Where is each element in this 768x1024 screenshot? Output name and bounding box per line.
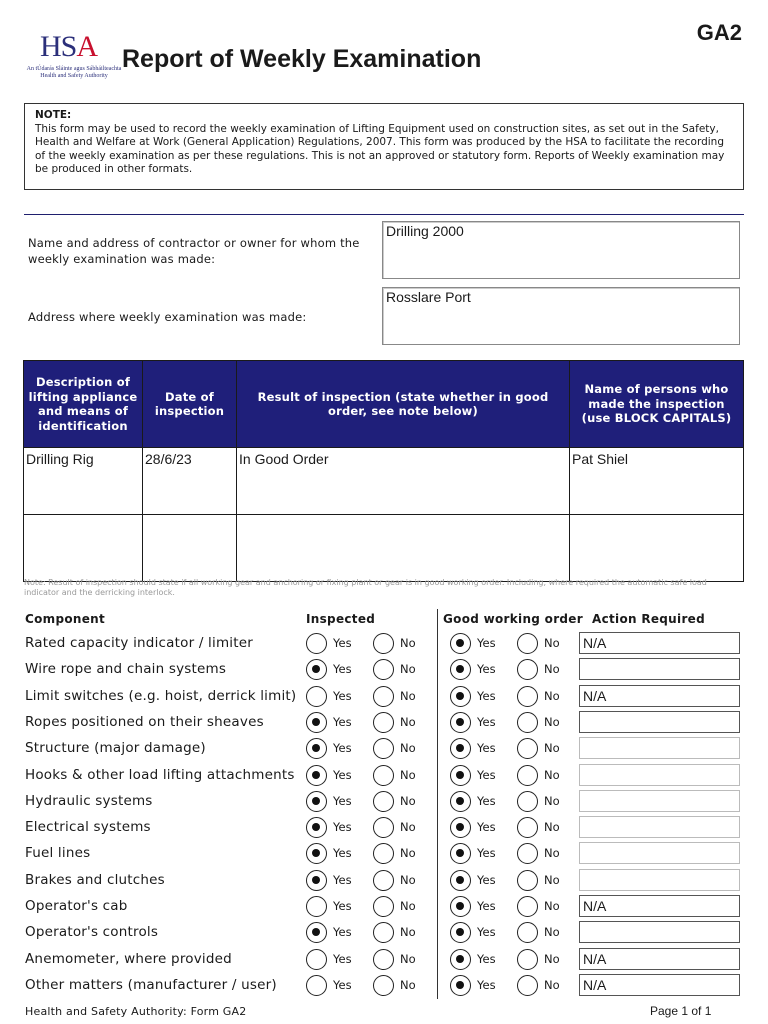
inspected-no-label: No bbox=[400, 636, 416, 650]
checklist-row bbox=[0, 841, 768, 867]
inspected-no-label: No bbox=[400, 714, 416, 729]
good-order-yes-radio[interactable] bbox=[450, 922, 471, 943]
inspected-yes-label: Yes bbox=[333, 636, 352, 650]
good-order-no-radio[interactable] bbox=[517, 922, 538, 943]
header-inspector: Name of persons who made the inspection (use BLOCK CAPITALS) bbox=[570, 361, 744, 448]
action-required-field[interactable] bbox=[579, 711, 740, 733]
good-order-yes-radio[interactable] bbox=[450, 843, 471, 864]
good-order-yes-label: Yes bbox=[477, 846, 496, 861]
good-order-yes-radio[interactable] bbox=[450, 949, 471, 970]
inspected-yes-label: Yes bbox=[333, 741, 352, 756]
action-required-field[interactable] bbox=[579, 869, 740, 891]
inspected-yes-radio[interactable] bbox=[306, 843, 327, 864]
checklist-row bbox=[0, 894, 768, 920]
inspected-no-radio[interactable] bbox=[373, 712, 394, 733]
component-name: Hooks & other load lifting attachments bbox=[25, 766, 295, 783]
inspected-yes-radio[interactable] bbox=[306, 896, 327, 917]
good-order-no-radio[interactable] bbox=[517, 870, 538, 891]
good-order-yes-label: Yes bbox=[477, 688, 496, 703]
action-required-field[interactable]: N/A bbox=[579, 948, 740, 970]
good-order-yes-label: Yes bbox=[477, 793, 496, 808]
inspected-yes-radio[interactable] bbox=[306, 633, 327, 654]
col-component: Component bbox=[25, 612, 106, 626]
good-order-no-label: No bbox=[544, 951, 560, 966]
page-number: Page 1 of 1 bbox=[650, 1004, 712, 1018]
inspected-yes-label: Yes bbox=[333, 977, 352, 992]
inspected-yes-radio[interactable] bbox=[306, 686, 327, 707]
good-order-no-label: No bbox=[544, 793, 560, 808]
inspected-yes-label: Yes bbox=[333, 951, 352, 966]
good-order-no-label: No bbox=[544, 662, 560, 677]
inspected-no-radio[interactable] bbox=[373, 791, 394, 812]
inspected-yes-radio[interactable] bbox=[306, 659, 327, 680]
good-order-yes-radio[interactable] bbox=[450, 870, 471, 891]
inspected-no-radio[interactable] bbox=[373, 765, 394, 786]
inspected-no-radio[interactable] bbox=[373, 922, 394, 943]
col-inspected: Inspected bbox=[306, 612, 376, 626]
note-box bbox=[24, 103, 744, 190]
good-order-yes-label: Yes bbox=[477, 872, 496, 887]
action-required-field[interactable]: N/A bbox=[579, 632, 740, 654]
inspected-no-label: No bbox=[400, 925, 416, 940]
component-name: Wire rope and chain systems bbox=[25, 661, 227, 678]
good-order-no-label: No bbox=[544, 899, 560, 913]
good-order-no-radio[interactable] bbox=[517, 817, 538, 838]
contractor-label: Name and address of contractor or owner for whom the weekly examination was made: bbox=[28, 236, 360, 266]
good-order-no-label: No bbox=[544, 846, 560, 861]
inspected-yes-radio[interactable] bbox=[306, 975, 327, 996]
good-order-no-radio[interactable] bbox=[517, 975, 538, 996]
cell-result[interactable]: In Good Order bbox=[237, 448, 570, 515]
good-order-no-radio[interactable] bbox=[517, 738, 538, 759]
good-order-no-label: No bbox=[544, 688, 560, 703]
inspected-no-label: No bbox=[400, 820, 416, 835]
cell-inspector[interactable] bbox=[570, 515, 744, 582]
inspected-no-label: No bbox=[400, 741, 416, 756]
good-order-yes-radio[interactable] bbox=[450, 686, 471, 707]
action-required-field[interactable]: N/A bbox=[579, 685, 740, 707]
good-order-yes-radio[interactable] bbox=[450, 712, 471, 733]
logo-subtitle: An tÚdarás Sláinte agus Sábháilteachta Health and Safety Authority bbox=[26, 66, 122, 79]
inspected-yes-radio[interactable] bbox=[306, 738, 327, 759]
checklist-row bbox=[0, 763, 768, 789]
checklist-row bbox=[0, 920, 768, 946]
component-name: Limit switches (e.g. hoist, derrick limit) bbox=[25, 687, 297, 704]
checklist-row bbox=[0, 684, 768, 710]
inspected-yes-radio[interactable] bbox=[306, 870, 327, 891]
good-order-yes-label: Yes bbox=[477, 951, 496, 966]
action-required-field[interactable] bbox=[579, 658, 740, 680]
component-name: Operator's cab bbox=[25, 898, 128, 914]
address-field[interactable]: Rosslare Port bbox=[382, 287, 740, 345]
good-order-no-label: No bbox=[544, 636, 560, 650]
inspected-yes-radio[interactable] bbox=[306, 765, 327, 786]
good-order-no-radio[interactable] bbox=[517, 791, 538, 812]
checklist-row bbox=[0, 789, 768, 815]
action-required-field[interactable] bbox=[579, 790, 740, 812]
good-order-no-radio[interactable] bbox=[517, 633, 538, 654]
good-order-no-label: No bbox=[544, 767, 560, 782]
logo-mark: HSA bbox=[40, 30, 98, 63]
inspected-no-radio[interactable] bbox=[373, 949, 394, 970]
inspection-footnote: Note: Result of inspection should state if all working gear and anchoring or fixing plant or gear is in good working order. Including, where required the automatic safe load indicator and the derricking interlock. bbox=[24, 578, 707, 597]
inspected-no-label: No bbox=[400, 977, 416, 992]
good-order-no-radio[interactable] bbox=[517, 843, 538, 864]
action-required-field[interactable] bbox=[579, 921, 740, 943]
good-order-yes-radio[interactable] bbox=[450, 791, 471, 812]
table-header-row bbox=[24, 361, 744, 448]
component-name: Anemometer, where provided bbox=[25, 950, 232, 967]
inspected-yes-label: Yes bbox=[333, 767, 352, 782]
inspected-yes-radio[interactable] bbox=[306, 922, 327, 943]
good-order-yes-label: Yes bbox=[477, 925, 496, 940]
component-name: Electrical systems bbox=[25, 819, 151, 836]
inspected-yes-label: Yes bbox=[333, 899, 352, 913]
component-name: Hydraulic systems bbox=[25, 792, 153, 809]
action-required-field[interactable] bbox=[579, 737, 740, 759]
inspected-yes-label: Yes bbox=[333, 688, 352, 703]
good-order-yes-label: Yes bbox=[477, 714, 496, 729]
action-required-field[interactable] bbox=[579, 816, 740, 838]
note-heading: NOTE: bbox=[35, 109, 72, 121]
good-order-no-label: No bbox=[544, 977, 560, 992]
inspected-no-radio[interactable] bbox=[373, 817, 394, 838]
checklist-row bbox=[0, 710, 768, 736]
component-name: Fuel lines bbox=[25, 845, 91, 862]
inspected-yes-radio[interactable] bbox=[306, 712, 327, 733]
inspected-no-label: No bbox=[400, 688, 416, 703]
good-order-yes-label: Yes bbox=[477, 662, 496, 677]
inspected-no-radio[interactable] bbox=[373, 686, 394, 707]
form-code: GA2 bbox=[696, 20, 742, 45]
page-title: Report of Weekly Examination bbox=[122, 45, 482, 73]
cell-inspector[interactable]: Pat Shiel bbox=[570, 448, 744, 515]
address-label: Address where weekly examination was made: bbox=[28, 310, 307, 324]
contractor-field[interactable]: Drilling 2000 bbox=[382, 221, 740, 279]
good-order-yes-radio[interactable] bbox=[450, 633, 471, 654]
action-required-field[interactable] bbox=[579, 764, 740, 786]
good-order-no-radio[interactable] bbox=[517, 659, 538, 680]
inspected-yes-label: Yes bbox=[333, 714, 352, 729]
action-required-field[interactable]: N/A bbox=[579, 974, 740, 996]
good-order-yes-radio[interactable] bbox=[450, 765, 471, 786]
good-order-no-label: No bbox=[544, 925, 560, 940]
cell-date[interactable] bbox=[143, 515, 237, 582]
inspected-no-label: No bbox=[400, 872, 416, 887]
checklist-row bbox=[0, 815, 768, 841]
good-order-yes-label: Yes bbox=[477, 899, 496, 913]
inspected-no-radio[interactable] bbox=[373, 738, 394, 759]
good-order-yes-label: Yes bbox=[477, 977, 496, 992]
inspected-no-radio[interactable] bbox=[373, 633, 394, 654]
inspected-no-radio[interactable] bbox=[373, 975, 394, 996]
col-good-order: Good working order bbox=[443, 612, 583, 626]
good-order-yes-radio[interactable] bbox=[450, 896, 471, 917]
footer-form-name: Health and Safety Authority: Form GA2 bbox=[25, 1005, 247, 1018]
checklist-row bbox=[0, 947, 768, 973]
inspected-yes-label: Yes bbox=[333, 925, 352, 940]
header-description: Description of lifting appliance and means of identification bbox=[24, 361, 143, 448]
inspected-no-label: No bbox=[400, 899, 416, 913]
cell-result[interactable] bbox=[237, 515, 570, 582]
table-row bbox=[24, 448, 744, 515]
good-order-no-radio[interactable] bbox=[517, 686, 538, 707]
inspected-yes-radio[interactable] bbox=[306, 817, 327, 838]
checklist-row bbox=[0, 736, 768, 762]
cell-description[interactable]: Drilling Rig bbox=[24, 448, 143, 515]
inspected-no-radio[interactable] bbox=[373, 896, 394, 917]
inspected-no-radio[interactable] bbox=[373, 843, 394, 864]
good-order-yes-label: Yes bbox=[477, 767, 496, 782]
checklist-row bbox=[0, 631, 768, 657]
inspected-yes-radio[interactable] bbox=[306, 949, 327, 970]
component-name: Operator's controls bbox=[25, 924, 159, 941]
component-name: Ropes positioned on their sheaves bbox=[25, 713, 264, 730]
cell-description[interactable] bbox=[24, 515, 143, 582]
inspected-yes-label: Yes bbox=[333, 793, 352, 808]
action-required-field[interactable]: N/A bbox=[579, 895, 740, 917]
checklist-row bbox=[0, 868, 768, 894]
good-order-yes-radio[interactable] bbox=[450, 659, 471, 680]
good-order-no-radio[interactable] bbox=[517, 712, 538, 733]
inspection-table bbox=[23, 360, 744, 582]
note-text: This form may be used to record the weekly examination of Lifting Equipment used on construction sites, as set out in the Safety, Health and Welfare at Work (General Application) Regulations, 2007. This form was produced by the HSA to facilitate the recording of the weekly examination as per these regulations. This is not an approved or statutory form. Reports of Weekly examination may be produced in other formats. bbox=[35, 122, 725, 175]
inspected-no-label: No bbox=[400, 951, 416, 966]
header-result: Result of inspection (state whether in good order, see note below) bbox=[237, 361, 570, 448]
good-order-no-label: No bbox=[544, 820, 560, 835]
inspected-yes-label: Yes bbox=[333, 846, 352, 861]
inspected-no-radio[interactable] bbox=[373, 870, 394, 891]
component-name: Rated capacity indicator / limiter bbox=[25, 635, 254, 651]
inspected-yes-label: Yes bbox=[333, 872, 352, 887]
inspected-no-label: No bbox=[400, 793, 416, 808]
good-order-no-label: No bbox=[544, 714, 560, 729]
checklist-row bbox=[0, 973, 768, 999]
good-order-yes-radio[interactable] bbox=[450, 975, 471, 996]
inspected-yes-label: Yes bbox=[333, 820, 352, 835]
good-order-no-radio[interactable] bbox=[517, 765, 538, 786]
good-order-no-radio[interactable] bbox=[517, 896, 538, 917]
checklist-row bbox=[0, 657, 768, 683]
action-required-field[interactable] bbox=[579, 842, 740, 864]
hsa-logo bbox=[24, 30, 124, 86]
good-order-yes-radio[interactable] bbox=[450, 817, 471, 838]
good-order-yes-radio[interactable] bbox=[450, 738, 471, 759]
inspected-no-label: No bbox=[400, 846, 416, 861]
inspected-yes-radio[interactable] bbox=[306, 791, 327, 812]
inspected-yes-label: Yes bbox=[333, 662, 352, 677]
good-order-no-label: No bbox=[544, 872, 560, 887]
good-order-no-radio[interactable] bbox=[517, 949, 538, 970]
inspected-no-label: No bbox=[400, 662, 416, 677]
inspected-no-label: No bbox=[400, 767, 416, 782]
header-date: Date of inspection bbox=[143, 361, 237, 448]
col-action: Action Required bbox=[592, 612, 705, 626]
good-order-yes-label: Yes bbox=[477, 636, 496, 650]
good-order-yes-label: Yes bbox=[477, 741, 496, 756]
inspected-no-radio[interactable] bbox=[373, 659, 394, 680]
good-order-yes-label: Yes bbox=[477, 820, 496, 835]
cell-date[interactable]: 28/6/23 bbox=[143, 448, 237, 515]
good-order-no-label: No bbox=[544, 741, 560, 756]
table-row bbox=[24, 515, 744, 582]
component-name: Structure (major damage) bbox=[25, 740, 206, 757]
component-name: Other matters (manufacturer / user) bbox=[25, 976, 277, 993]
divider bbox=[24, 214, 744, 215]
component-name: Brakes and clutches bbox=[25, 871, 165, 888]
